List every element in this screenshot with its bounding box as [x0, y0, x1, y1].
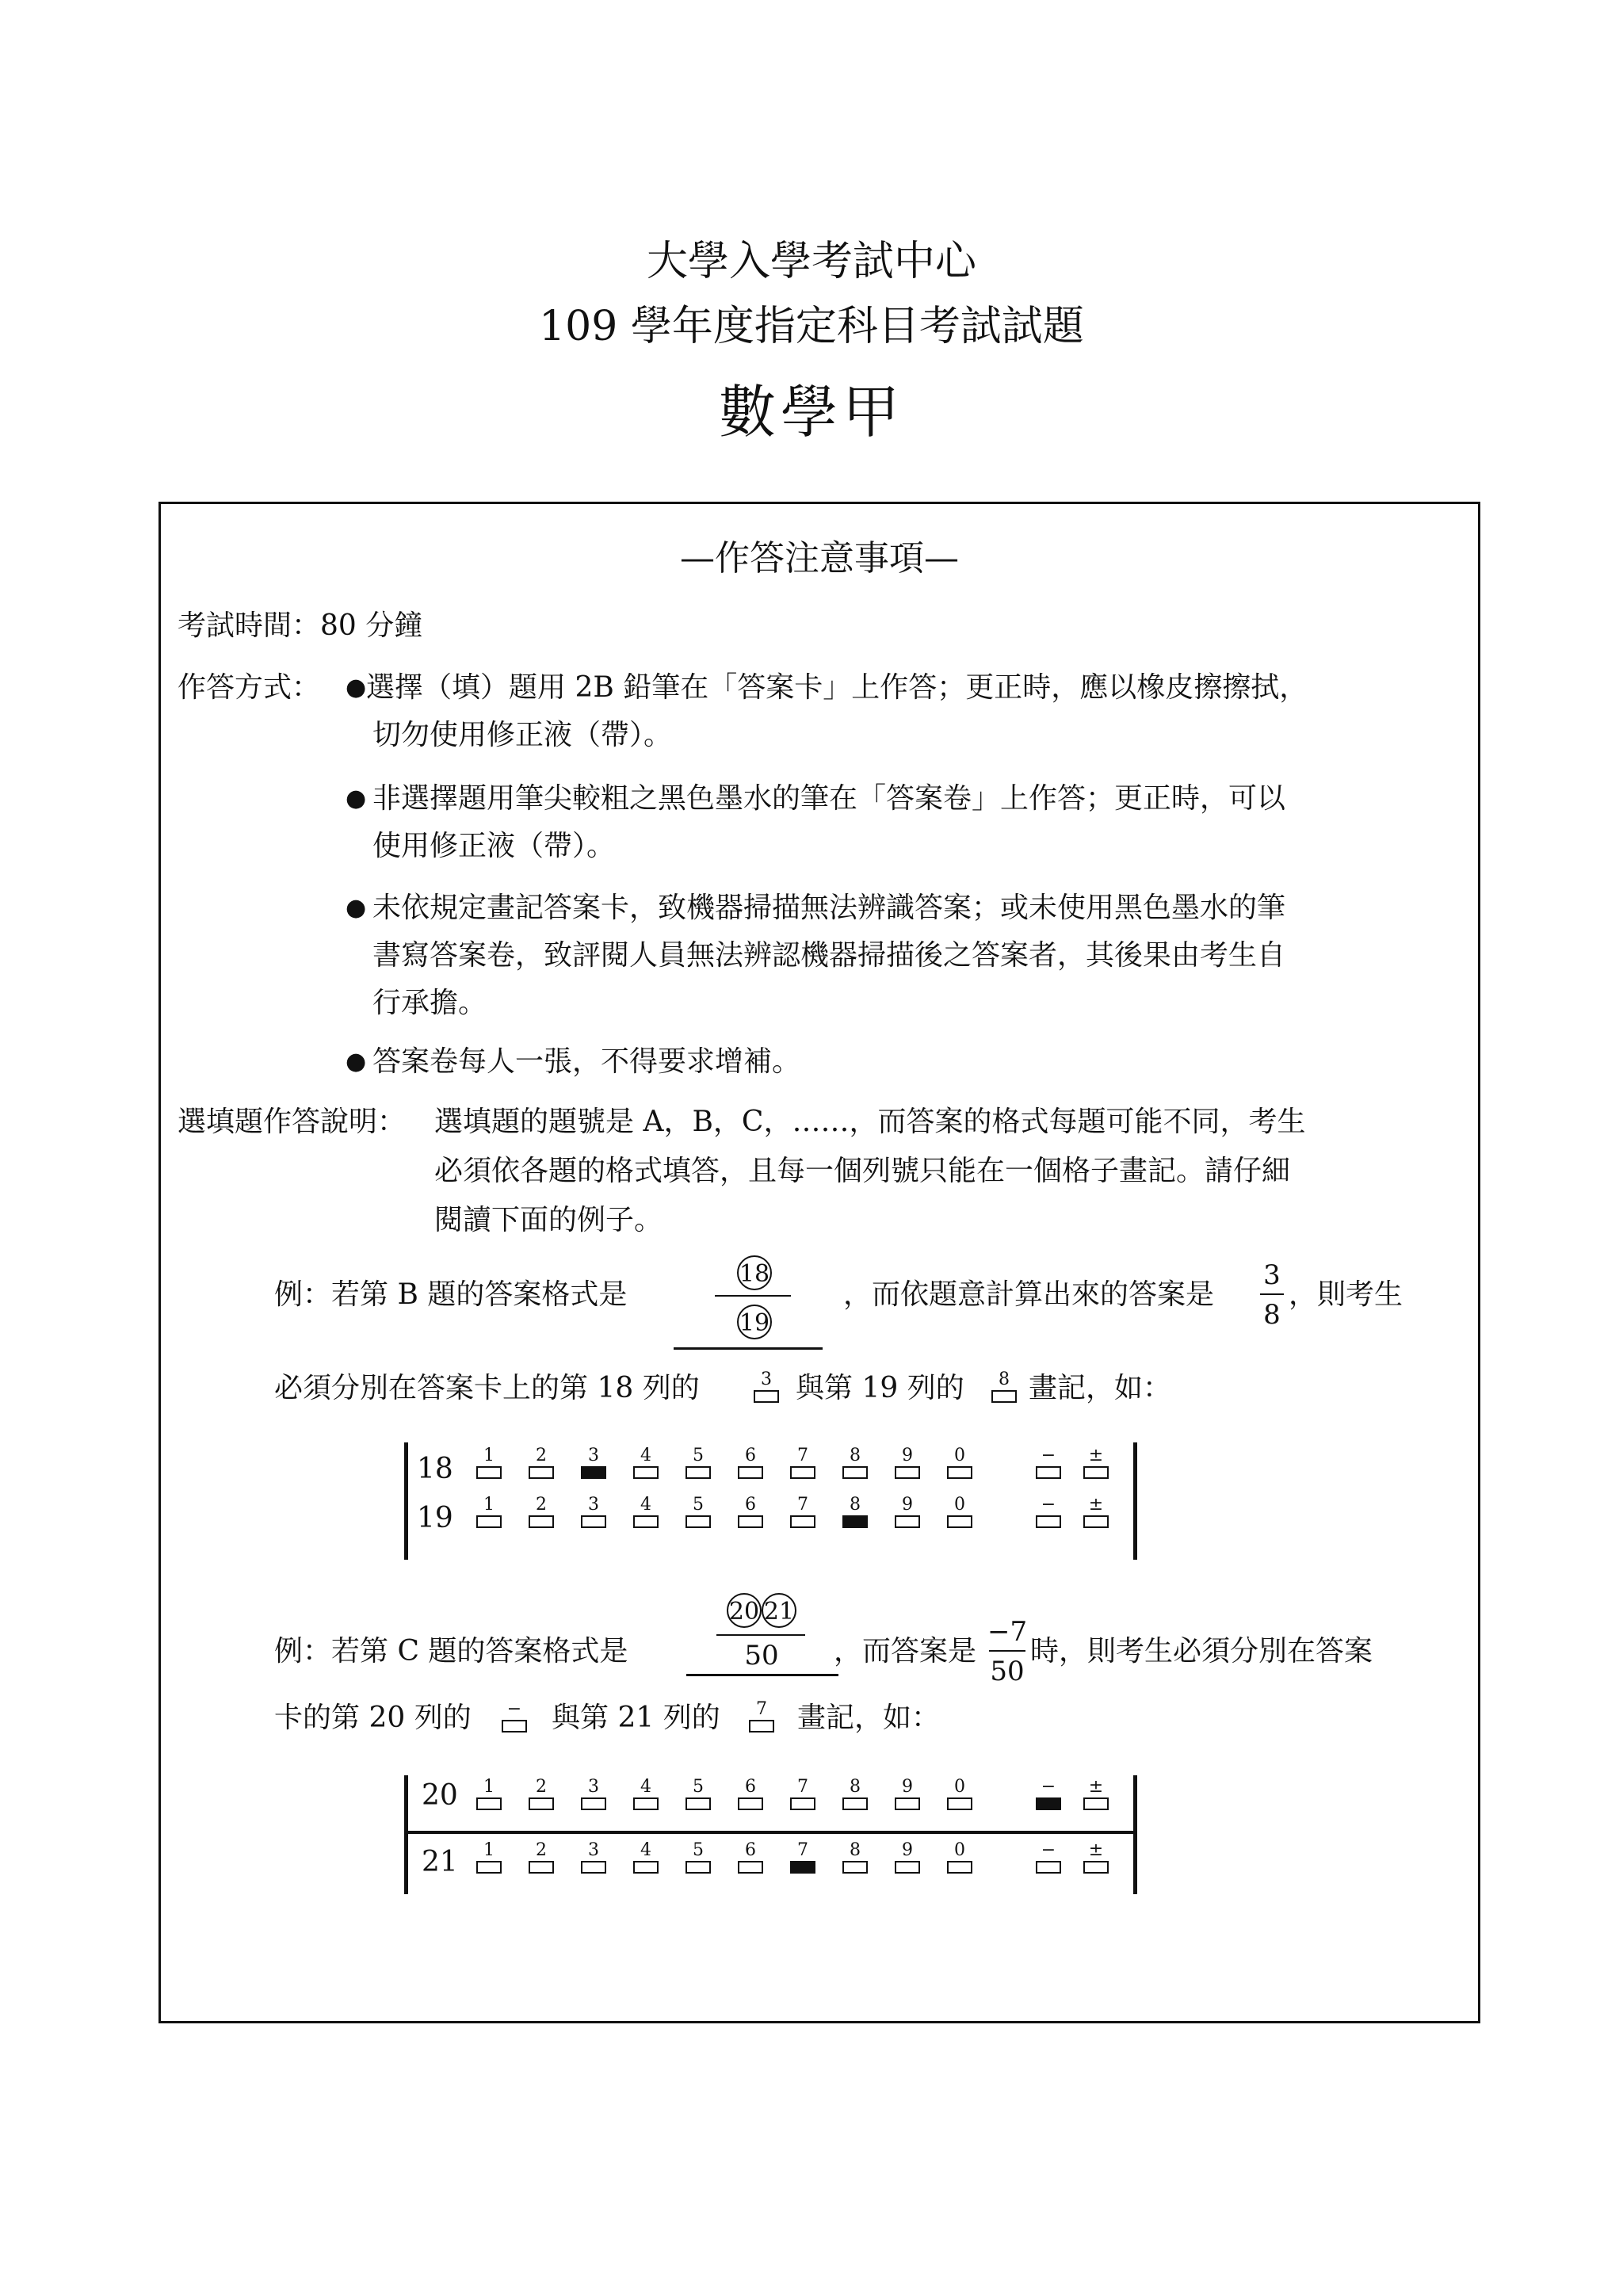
bullet-4-line-1: 答案卷每人一張，不得要求增補。	[372, 1045, 801, 1078]
bubble-box	[476, 1515, 502, 1528]
bubble-label: 8	[850, 1777, 861, 1797]
answer-bubble-21-9	[894, 1842, 921, 1874]
answer-bubble-20-8	[842, 1778, 869, 1810]
bubble-box-filled	[790, 1861, 815, 1874]
inline-mark-bubble	[753, 1371, 780, 1403]
bubble-box	[529, 1797, 554, 1810]
answer-bubble-20-3	[580, 1778, 607, 1810]
answer-bubble-18-9	[894, 1447, 921, 1479]
answer-numerator: 3	[1263, 1259, 1281, 1291]
example1-line2-b: 與第 19 列的	[796, 1372, 964, 1404]
fill-line-3: 閱讀下面的例子。	[434, 1204, 663, 1236]
answer-fraction-bar	[1260, 1293, 1284, 1295]
bubble-label: 2	[536, 1840, 547, 1860]
bubble-box	[947, 1797, 972, 1810]
subject-title: 數學甲	[718, 379, 904, 445]
answer-bubble-19-5	[685, 1496, 712, 1528]
bubble-label: ±	[1088, 1840, 1104, 1860]
bubble-box	[790, 1466, 815, 1479]
fill-line-1: 選填題的題號是 A，B，C，……，而答案的格式每題可能不同，考生	[434, 1106, 1306, 1138]
bubble-label: 3	[588, 1446, 599, 1465]
bubble-label: 7	[797, 1446, 808, 1465]
example2-fraction-bar	[716, 1634, 805, 1636]
answer-underline	[674, 1347, 823, 1350]
answer-bubble-20-1	[475, 1778, 502, 1810]
card-right-rule	[1133, 1442, 1137, 1560]
bubble-box	[476, 1797, 502, 1810]
bubble-label: 6	[745, 1495, 756, 1515]
bubble-box	[633, 1861, 659, 1874]
answer-bubble-18-6	[737, 1447, 764, 1479]
bubble-label: 2	[536, 1495, 547, 1515]
bubble-box	[754, 1390, 779, 1403]
bubble-label: ±	[1088, 1495, 1104, 1515]
example1-lead: 例：若第 B 題的答案格式是	[274, 1278, 628, 1311]
card-row-label: 21	[422, 1846, 458, 1878]
circled-number: 18	[737, 1255, 772, 1290]
answer-bubble-18-7	[789, 1447, 816, 1479]
bubble-label: 1	[483, 1840, 495, 1860]
bubble-box	[842, 1797, 868, 1810]
inline-mark-label: −	[506, 1699, 522, 1719]
bubble-box	[947, 1861, 972, 1874]
inline-mark-label: 7	[756, 1699, 767, 1719]
fill-line-2: 必須依各題的格式填答，且每一個列號只能在一個格子畫記。請仔細	[434, 1155, 1291, 1187]
bullet-2-line-1: 非選擇題用筆尖較粗之黑色墨水的筆在「答案卷」上作答；更正時，可以	[372, 782, 1286, 815]
bubble-label: −	[1041, 1495, 1056, 1515]
answer-bubble-19-12	[1083, 1496, 1109, 1528]
answer-bubble-19-7	[789, 1496, 816, 1528]
bubble-label: 4	[640, 1446, 651, 1465]
answer-bubble-20-12	[1083, 1778, 1109, 1810]
notice-title: —作答注意事項—	[680, 538, 959, 579]
example2-circles	[718, 1593, 805, 1628]
bubble-label: 9	[902, 1840, 913, 1860]
bubble-box	[738, 1515, 763, 1528]
bubble-label: 0	[954, 1446, 965, 1465]
bubble-box	[633, 1515, 659, 1528]
bubble-box	[1083, 1515, 1109, 1528]
inline-mark-bubble	[991, 1371, 1018, 1403]
answer-bubble-21-12	[1083, 1842, 1109, 1874]
inline-mark-bubble	[748, 1701, 775, 1733]
answer-bubble-19-8	[842, 1496, 869, 1528]
answer-bubble-21-10	[946, 1842, 973, 1874]
bubble-label: 2	[536, 1446, 547, 1465]
bubble-label: 9	[902, 1777, 913, 1797]
bubble-box	[581, 1861, 606, 1874]
bubble-label: 1	[483, 1777, 495, 1797]
answer-bubble-20-10	[946, 1778, 973, 1810]
answer-numerator: −7	[987, 1616, 1028, 1648]
bubble-box	[842, 1861, 868, 1874]
example2-den: 50	[744, 1640, 779, 1671]
answer-bubble-21-6	[737, 1842, 764, 1874]
answer-bubble-20-5	[685, 1778, 712, 1810]
answer-bubble-18-5	[685, 1447, 712, 1479]
bubble-box	[895, 1861, 920, 1874]
bubble-box	[895, 1797, 920, 1810]
example2-lead: 例：若第 C 題的答案格式是	[274, 1635, 628, 1668]
bubble-box-filled	[1036, 1797, 1061, 1810]
answer-denominator: 50	[990, 1656, 1025, 1687]
answer-bubble-21-4	[632, 1842, 659, 1874]
bubble-box	[895, 1466, 920, 1479]
bubble-box-filled	[842, 1515, 868, 1528]
bubble-label: 8	[850, 1495, 861, 1515]
bubble-box	[529, 1515, 554, 1528]
inline-mark-label: 8	[999, 1370, 1010, 1389]
bubble-label: ±	[1088, 1777, 1104, 1797]
answer-bubble-21-7	[789, 1842, 816, 1874]
card-row-label: 18	[417, 1453, 453, 1485]
answer-bubble-19-3	[580, 1496, 607, 1528]
answer-bubble-18-3	[580, 1447, 607, 1479]
bubble-label: 0	[954, 1840, 965, 1860]
card-row-divider	[404, 1831, 1137, 1834]
circled-number: 19	[737, 1305, 772, 1339]
bubble-box	[738, 1466, 763, 1479]
bubble-label: 6	[745, 1446, 756, 1465]
answer-bubble-19-9	[894, 1496, 921, 1528]
answer-fraction-bar	[989, 1650, 1025, 1652]
bubble-label: 1	[483, 1495, 495, 1515]
card-row-label: 20	[422, 1779, 458, 1812]
answer-bubble-20-7	[789, 1778, 816, 1810]
answer-bubble-21-8	[842, 1842, 869, 1874]
bubble-box	[633, 1797, 659, 1810]
bubble-label: 3	[588, 1840, 599, 1860]
bubble-box	[749, 1720, 774, 1733]
bubble-box	[529, 1466, 554, 1479]
bubble-box	[790, 1515, 815, 1528]
bubble-box	[476, 1861, 502, 1874]
bubble-label: 0	[954, 1777, 965, 1797]
example2-line2-b: 與第 21 列的	[552, 1702, 720, 1734]
answer-bubble-20-6	[737, 1778, 764, 1810]
answer-bubble-21-5	[685, 1842, 712, 1874]
circled-number: 20	[727, 1593, 762, 1628]
bubble-label: 4	[640, 1777, 651, 1797]
answer-bubble-18-8	[842, 1447, 869, 1479]
answer-bubble-18-2	[528, 1447, 555, 1479]
bullet-3-line-3: 行承擔。	[372, 987, 487, 1019]
bubble-box	[947, 1515, 972, 1528]
bubble-label: 7	[797, 1495, 808, 1515]
answer-bubble-18-12	[1083, 1447, 1109, 1479]
bubble-label: 7	[797, 1777, 808, 1797]
answer-bubble-20-9	[894, 1778, 921, 1810]
bubble-box	[738, 1861, 763, 1874]
answer-bubble-21-11	[1035, 1842, 1062, 1874]
answer-bubble-18-11	[1035, 1447, 1062, 1479]
bubble-label: 8	[850, 1840, 861, 1860]
answer-bubble-21-2	[528, 1842, 555, 1874]
bubble-box	[685, 1515, 711, 1528]
bubble-label: 3	[588, 1777, 599, 1797]
bullet-2-line-2: 使用修正液（帶）。	[372, 830, 616, 862]
org-title: 大學入學考試中心	[646, 238, 976, 285]
bubble-box	[790, 1797, 815, 1810]
circled-number: 21	[762, 1593, 796, 1628]
example2-line2-c: 畫記，如：	[797, 1702, 941, 1734]
example1-num-circle	[737, 1255, 772, 1290]
card-row-label: 19	[417, 1502, 453, 1534]
example2-line2-a: 卡的第 20 列的	[274, 1702, 472, 1734]
answer-bubble-19-6	[737, 1496, 764, 1528]
example1-den-circle	[737, 1305, 772, 1339]
bullet-1-line-1: 選擇（填）題用 2B 鉛筆在「答案卡」上作答；更正時，應以橡皮擦擦拭，	[366, 671, 1308, 704]
answer-bubble-18-1	[475, 1447, 502, 1479]
method-label: 作答方式：	[178, 671, 321, 704]
bubble-box	[685, 1861, 711, 1874]
bubble-box	[685, 1466, 711, 1479]
bubble-box	[1036, 1515, 1061, 1528]
example2-tail: 時，則考生必須分別在答案	[1030, 1635, 1373, 1668]
bubble-box	[1083, 1466, 1109, 1479]
answer-bubble-20-2	[528, 1778, 555, 1810]
bubble-box-filled	[581, 1466, 606, 1479]
bubble-label: 1	[483, 1446, 495, 1465]
bubble-box	[738, 1797, 763, 1810]
example2-mid: ，而答案是	[834, 1635, 977, 1668]
bubble-box	[476, 1466, 502, 1479]
answer-bubble-21-1	[475, 1842, 502, 1874]
bubble-label: 8	[850, 1446, 861, 1465]
card-right-rule	[1133, 1775, 1137, 1894]
card-left-rule	[404, 1775, 408, 1894]
bubble-label: 6	[745, 1840, 756, 1860]
fill-label: 選填題作答說明：	[178, 1106, 407, 1138]
answer-bubble-20-4	[632, 1778, 659, 1810]
answer-bubble-19-11	[1035, 1496, 1062, 1528]
bubble-box	[947, 1466, 972, 1479]
bubble-label: 4	[640, 1840, 651, 1860]
answer-bubble-19-1	[475, 1496, 502, 1528]
bullet-3-line-1: 未依規定畫記答案卡，致機器掃描無法辨識答案；或未使用黑色墨水的筆	[372, 892, 1286, 924]
bubble-label: 9	[902, 1495, 913, 1515]
card-left-rule	[404, 1442, 408, 1560]
answer-underline	[686, 1674, 838, 1676]
bubble-label: 0	[954, 1495, 965, 1515]
bullet-dot: ●	[346, 674, 367, 701]
bubble-box	[1083, 1861, 1109, 1874]
bubble-box	[633, 1466, 659, 1479]
answer-bubble-19-10	[946, 1496, 973, 1528]
bubble-label: 5	[693, 1495, 704, 1515]
bubble-box	[1083, 1797, 1109, 1810]
answer-bubble-20-11	[1035, 1778, 1062, 1810]
bubble-box	[685, 1797, 711, 1810]
bubble-label: 4	[640, 1495, 651, 1515]
bubble-box	[581, 1515, 606, 1528]
bullet-1-line-2: 切勿使用修正液（帶）。	[372, 719, 673, 751]
bubble-box	[842, 1466, 868, 1479]
bubble-label: 9	[902, 1446, 913, 1465]
exam-time: 考試時間：80 分鐘	[178, 609, 423, 642]
bubble-box	[1036, 1466, 1061, 1479]
bubble-label: 7	[797, 1840, 808, 1860]
bubble-label: 5	[693, 1777, 704, 1797]
inline-mark-label: 3	[761, 1370, 772, 1389]
answer-bubble-18-4	[632, 1447, 659, 1479]
answer-bubble-19-2	[528, 1496, 555, 1528]
inline-mark-bubble	[501, 1701, 528, 1733]
bubble-label: −	[1041, 1840, 1056, 1860]
example1-mid: ，而依題意計算出來的答案是	[843, 1278, 1215, 1311]
bubble-label: 5	[693, 1446, 704, 1465]
answer-bubble-18-10	[946, 1447, 973, 1479]
exam-title: 109 學年度指定科目考試試題	[539, 303, 1084, 350]
answer-bubble-21-3	[580, 1842, 607, 1874]
bubble-box	[1036, 1861, 1061, 1874]
bubble-box	[581, 1797, 606, 1810]
bubble-box	[895, 1515, 920, 1528]
answer-denominator: 8	[1263, 1299, 1281, 1331]
example1-line2-a: 必須分別在答案卡上的第 18 列的	[274, 1372, 700, 1404]
example1-fraction-bar	[715, 1295, 791, 1297]
bullet-dot: ●	[346, 785, 367, 812]
bubble-box	[991, 1390, 1017, 1403]
bubble-label: 5	[693, 1840, 704, 1860]
bubble-label: ±	[1088, 1446, 1104, 1465]
bullet-dot: ●	[346, 894, 367, 922]
bullet-dot: ●	[346, 1048, 367, 1075]
bubble-label: 3	[588, 1495, 599, 1515]
answer-bubble-19-4	[632, 1496, 659, 1528]
example1-line2-c: 畫記，如：	[1029, 1372, 1172, 1404]
bubble-box	[502, 1720, 527, 1733]
bubble-label: 2	[536, 1777, 547, 1797]
bubble-label: −	[1041, 1777, 1056, 1797]
bullet-3-line-2: 書寫答案卷，致評閱人員無法辨認機器掃描後之答案者，其後果由考生自	[372, 939, 1286, 972]
bubble-box	[529, 1861, 554, 1874]
bubble-label: 6	[745, 1777, 756, 1797]
bubble-label: −	[1041, 1446, 1056, 1465]
example1-tail: ，則考生	[1289, 1278, 1403, 1311]
